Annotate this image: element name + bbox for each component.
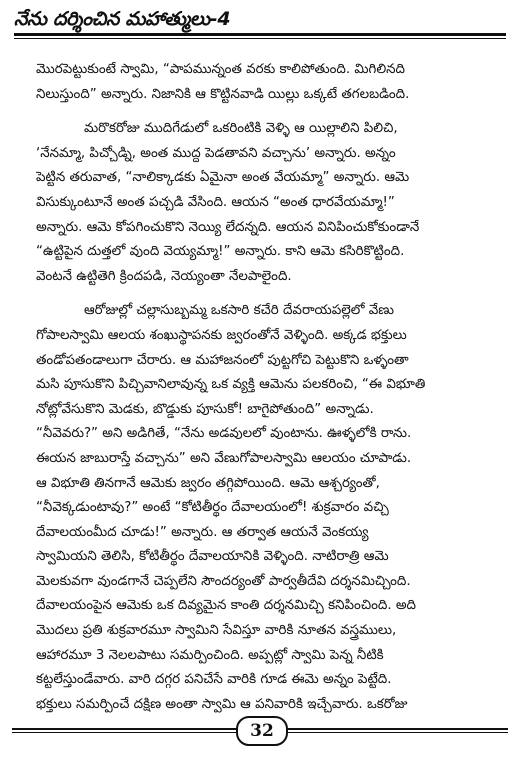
text-line: “నీవెవరు?” అని అడిగితే, “నేను అడవులలో వుంటాను. ఊళ్ళలోకి రాను. — [36, 426, 412, 442]
text-line: మరొకరోజు ముదిగేడులో ఒకరింటికి వెళ్ళి ఆ యిల్లాలిని పిలిచి, — [84, 121, 398, 137]
paragraph — [36, 117, 496, 289]
text-line: ఆరోజుల్లో చల్లాసుబ్బమ్మ ఒకసారి కచేరి దేవరాయపల్లెలో వేణు — [84, 303, 394, 319]
paragraph — [36, 299, 496, 717]
text-line: నోట్లోవేసుకొని మెడకు, బొడ్డుకు పూసుకో! బాగైపోతుంది” అన్నాడు. — [36, 401, 374, 417]
text-line: భక్తులు సమర్పించే దక్షిణ అంతా స్వామి ఆ పనివారికి ఇచ్చేవారు. ఒకరోజు — [36, 696, 408, 712]
text-line: ఆహారమూ 3 నెలలపాటు సమర్పించింది. అప్పట్లో స్వామి పెన్న నీటికి — [36, 647, 384, 663]
paragraph-gap — [36, 107, 496, 117]
text-line: కట్టలేస్తుండేవారు. వారి దగ్గర పనిచేసే వారికి గూడ ఈమె అన్నం పెట్టేది. — [36, 672, 392, 688]
text-line: పెట్టిన తరువాత, “నాలిక్కాడకు ఏమైనా అంత వేయమ్మా” అన్నారు. ఆమె — [36, 170, 410, 186]
text-line: దేవాలయంపైన ఆమెకు ఒక దివ్యమైన కాంతి దర్శనమిచ్చి కనిపించింది. అది — [36, 598, 416, 614]
text-line: “నీవెక్కడుంటావు?” అంటే “కోటితీర్థం దేవాలయంలో! శుక్రవారం వచ్చి — [36, 500, 389, 516]
page-footer — [12, 716, 508, 744]
paragraph — [36, 58, 496, 107]
text-line: మసి పూసుకొని పిచ్చివానిలావున్న ఒక వ్యక్తి ఆమెను పలకరించి, “ఈ విభూతి — [36, 377, 426, 393]
text-line: అన్నారు. ఆమె కోపగించుకొని నెయ్యి లేదన్నది. ఆయన వినిపించుకోకుండానే — [36, 219, 420, 235]
running-header — [14, 6, 506, 39]
text-line: ‘నేనమ్మా, పిచ్చోడ్ని, అంత ముద్ద పెడతావని వచ్చాను’ అన్నారు. అన్నం — [36, 145, 396, 161]
text-line: స్వామియని తెలిసి, కోటితీర్థం దేవాలయానికి వెళ్ళింది. నాటిరాత్రి ఆమె — [36, 549, 389, 565]
paragraph-gap — [36, 289, 496, 299]
text-line: తండోపతండాలుగా చేరారు. ఆ మహాజనంలో పుట్టగోచి పెట్టుకొని ఒళ్ళంతా — [36, 352, 409, 368]
text-line: విసుక్కుంటూనే అంత పచ్చడి వేసింది. ఆయన “అంత ధారవేయమ్మా!” — [36, 194, 395, 210]
page-number: 32 — [236, 716, 288, 746]
text-line: ఆ విభూతి తినగానే ఆమెకు జ్వరం తగ్గిపోయింది. ఆమె ఆశ్చర్యంతో, — [36, 475, 380, 491]
text-line: వెంటనే ఉట్టితెగి క్రిందపడి, నెయ్యంతా నేలపాలైంది. — [36, 268, 292, 284]
text-line: గోపాలస్వామి ఆలయ శంఖుస్థాపనకు జ్వరంతోనే వెళ్ళింది. అక్కడ భక్తులు — [36, 327, 407, 343]
text-line: మెలకువగా వుండగానే చెప్పలేని సౌందర్యంతో పార్వతీదేవి దర్శనమిచ్చింది. — [36, 573, 411, 589]
header-rule-thin — [14, 38, 506, 39]
page-body — [36, 58, 496, 717]
text-line: ఈయన జాబురాస్తే వచ్చాను” అని వేణుగోపాలస్వామి ఆలయం చూపాడు. — [36, 450, 412, 466]
book-title: నేను దర్శించిన మహాత్ములు-4 — [14, 8, 231, 30]
header-rule — [14, 33, 506, 36]
text-line: నిలుస్తుంది” అన్నారు. నిజానికి ఆ కొట్టినవాడి యిల్లు ఒక్కటే తగలబడింది. — [36, 86, 410, 102]
text-line: మొదలు ప్రతి శుక్రవారమూ స్వామిని సేవిస్తూ వారికి నూతన వస్త్రములు, — [36, 623, 397, 639]
text-line: మొరపెట్టుకుంటే స్వామి, “పాపమున్నంత వరకు కాలిపోతుంది. మిగిలినది — [36, 62, 405, 77]
text-line: “ఉట్టిపైన దుత్తలో వుంది వెయ్యమ్మా!” అన్నారు. కాని ఆమె కసిరికొట్టింది. — [36, 244, 405, 260]
text-line: దేవాలయంమీద చూడు!” అన్నారు. ఆ తర్వాత ఆయనే వెంకయ్య — [36, 524, 369, 540]
